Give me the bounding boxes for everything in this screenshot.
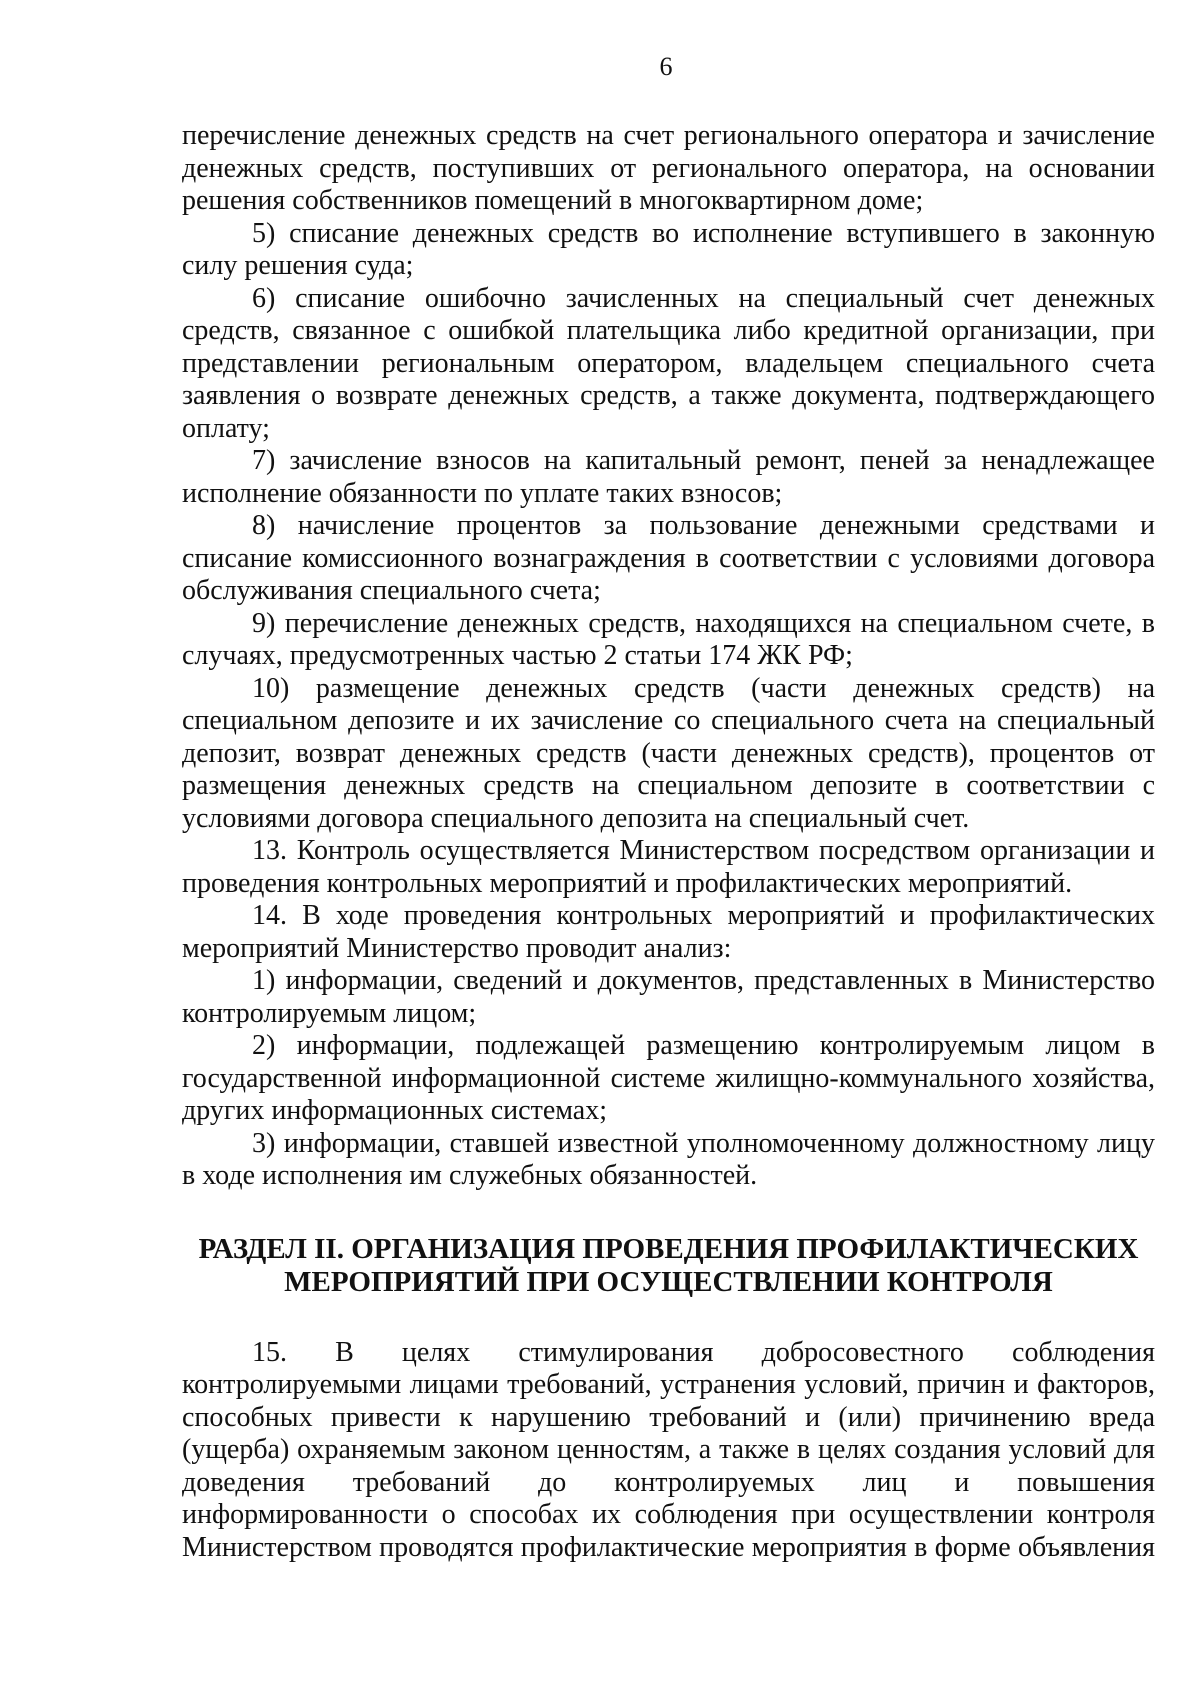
section-heading-line-1: РАЗДЕЛ II. ОРГАНИЗАЦИЯ ПРОВЕДЕНИЯ ПРОФИЛАКТИЧЕСКИХ [198, 1232, 1139, 1265]
clause-15: 15. В целях стимулирования добросовестного соблюдения контролируемыми лицами требований, устранения условий, причин и факторов, способных привести к нарушению требований и (или) причинению вреда (ущерба) охраняемым законом ценностям, а также в целях создания условий для доведения требований до контролируемых лиц и повышения информированности о способах их соблюдения при осуществлении контроля Министерством проводятся профилактические мероприятия в форме объявления [182, 1336, 1155, 1563]
list-item-8: 8) начисление процентов за пользование денежными средствами и списание комиссионного вознаграждения в соответствии с условиями договора обслуживания специального счета; [182, 510, 1155, 606]
section-heading-line-2: МЕРОПРИЯТИЙ ПРИ ОСУЩЕСТВЛЕНИИ КОНТРОЛЯ [284, 1265, 1053, 1298]
list-item-6: 6) списание ошибочно зачисленных на специальный счет денежных средств, связанное с ошибкой плательщика либо кредитной организации, при представлении региональным оператором, владельцем специального счета заявления о возврате денежных средств, а также документа, подтверждающего оплату; [182, 282, 1155, 444]
list-item-9: 9) перечисление денежных средств, находящихся на специальном счете, в случаях, предусмотренных частью 2 статьи 174 ЖК РФ; [182, 607, 1155, 671]
section-heading [182, 1233, 1155, 1299]
list-item-10: 10) размещение денежных средств (части денежных средств) на специальном депозите и их зачисление со специального счета на специальный депозит, возврат денежных средств (части денежных средств), процентов от размещения денежных средств на специальном депозите в соответствии с условиями договора специального депозита на специальный счет. [182, 672, 1155, 834]
clause-13: 13. Контроль осуществляется Министерством посредством организации и проведения контрольных мероприятий и профилактических мероприятий. [182, 835, 1155, 899]
list-item-7: 7) зачисление взносов на капитальный ремонт, пеней за ненадлежащее исполнение обязанности по уплате таких взносов; [182, 445, 1155, 509]
list-item-5: 5) списание денежных средств во исполнение вступившего в законную силу решения суда; [182, 217, 1155, 281]
analysis-item-1: 1) информации, сведений и документов, представленных в Министерство контролируемым лицом; [182, 965, 1155, 1029]
analysis-item-2: 2) информации, подлежащей размещению контролируемым лицом в государственной информационной системе жилищно-коммунального хозяйства, других информационных системах; [182, 1030, 1155, 1126]
page-number: 6 [659, 52, 673, 81]
paragraph-continuation: перечисление денежных средств на счет регионального оператора и зачисление денежных средств, поступивших от регионального оператора, на основании решения собственников помещений в многоквартирном доме; [182, 120, 1155, 216]
clause-14: 14. В ходе проведения контрольных мероприятий и профилактических мероприятий Министерство проводит анализ: [182, 900, 1155, 964]
analysis-item-3: 3) информации, ставшей известной уполномоченному должностному лицу в ходе исполнения им служебных обязанностей. [182, 1127, 1155, 1191]
document-body [182, 120, 1155, 1564]
